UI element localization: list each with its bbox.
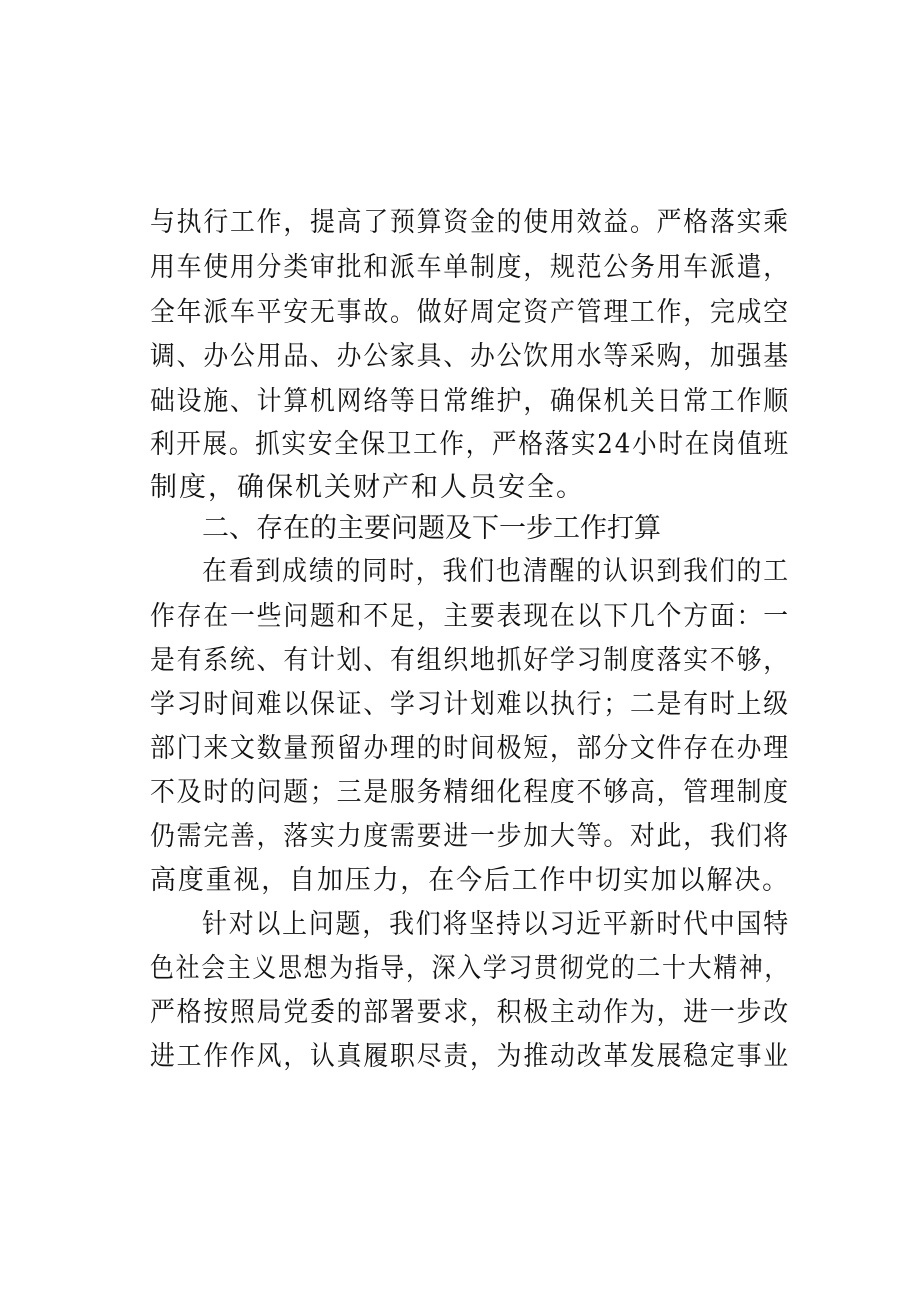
paragraph-2-line-8: 高度重视，自加压力，在今后工作中切实加以解决。 [150,865,790,896]
paragraph-3-line-3: 严格按照局党委的部署要求，积极主动作为，进一步改 [150,997,790,1028]
paragraph-1-line-4: 调、办公用品、办公家具、办公饮用水等采购，加强基 [150,341,790,372]
paragraph-3-line-2: 色社会主义思想为指导，深入学习贯彻党的二十大精神， [150,953,791,984]
paragraph-1-line-1: 与执行工作，提高了预算资金的使用效益。严格落实乘 [150,207,790,238]
paragraph-2-line-7: 仍需完善，落实力度需要进一步加大等。对此，我们将 [150,821,790,852]
paragraph-2-line-3: 是有系统、有计划、有组织地抓好学习制度落实不够， [150,645,790,676]
paragraph-3-line-4: 进工作作风，认真履职尽责，为推动改革发展稳定事业 [150,1041,790,1072]
paragraph-2-line-2: 作存在一些问题和不足，主要表现在以下几个方面：一 [150,601,790,632]
paragraph-1-line-2: 用车使用分类审批和派车单制度，规范公务用车派遣， [150,252,790,283]
paragraph-1-line-6: 利开展。抓实安全保卫工作，严格落实24小时在岗值班 [150,429,790,460]
paragraph-1-line-3: 全年派车平安无事故。做好周定资产管理工作，完成空 [150,297,790,328]
paragraph-3-line-1: 针对以上问题，我们将坚持以习近平新时代中国特 [202,909,790,940]
section-heading: 二、存在的主要问题及下一步工作打算 [202,513,661,544]
paragraph-2-line-4: 学习时间难以保证、学习计划难以执行；二是有时上级 [150,689,790,720]
paragraph-2-line-5: 部门来文数量预留办理的时间极短，部分文件存在办理 [150,733,790,764]
paragraph-2-line-6: 不及时的问题；三是服务精细化程度不够高，管理制度 [150,777,790,808]
paragraph-1-line-7: 制度，确保机关财产和人员安全。 [150,472,585,503]
paragraph-1-line-5: 础设施、计算机网络等日常维护，确保机关日常工作顺 [150,386,790,417]
paragraph-2-line-1: 在看到成绩的同时，我们也清醒的认识到我们的工 [202,556,790,587]
